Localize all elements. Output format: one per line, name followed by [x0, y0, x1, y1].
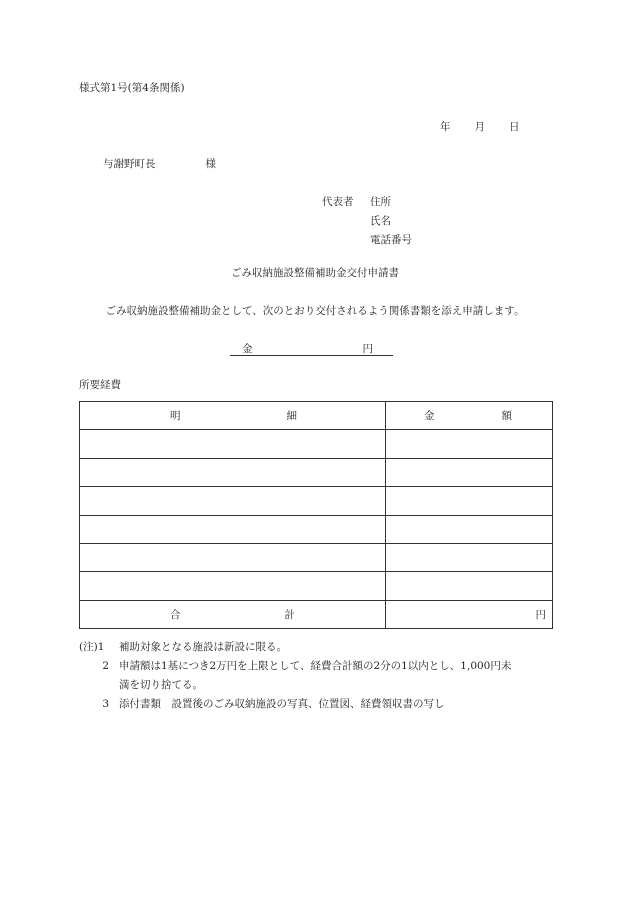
expense-table — [79, 401, 553, 629]
detail-header-char1: 明 — [170, 410, 181, 423]
total-amount-cell[interactable] — [386, 600, 553, 628]
table-row — [80, 487, 553, 515]
note-item — [79, 695, 445, 714]
note-text-1: 補助対象となる施設は新設に限る。 — [119, 641, 287, 653]
amount-line — [230, 341, 393, 356]
total-label-char2: 計 — [284, 608, 295, 621]
note-num-2: 2 — [102, 660, 109, 672]
table-header-row — [80, 402, 553, 430]
note-text-2: 申請額は1基につき2万円を上限として、経費合計額の2分の1以内とし、1,000円未 — [119, 660, 512, 672]
note-item — [79, 638, 287, 657]
applicant-role: 代表者 — [322, 196, 354, 208]
addressee — [103, 156, 216, 171]
amount-cell[interactable] — [386, 430, 553, 458]
note-item-cont — [79, 676, 203, 695]
note-item — [79, 657, 512, 676]
table-row — [80, 543, 553, 571]
amount-cell[interactable] — [386, 458, 553, 486]
note-prefix: (注)1 — [79, 641, 105, 653]
date-day: 日 — [509, 121, 520, 133]
detail-cell[interactable] — [80, 430, 386, 458]
amount-header-char2: 額 — [501, 410, 512, 423]
amount-header-char1: 金 — [424, 410, 435, 423]
note-text-2-cont: 満を切り捨てる。 — [119, 679, 203, 691]
date-month: 月 — [474, 121, 485, 133]
table-row — [80, 430, 553, 458]
amount-cell[interactable] — [386, 572, 553, 600]
amount-label: 金 — [242, 343, 253, 355]
form-number: 様式第1号(第4条関係) — [79, 82, 185, 94]
amount-cell[interactable] — [386, 543, 553, 571]
document-title: ごみ収納施設整備補助金交付申請書 — [231, 267, 399, 279]
detail-cell[interactable] — [80, 487, 386, 515]
request-text: ごみ収納施設整備補助金として、次のとおり交付されるよう関係書類を添え申請します。 — [105, 305, 525, 317]
detail-cell[interactable] — [80, 543, 386, 571]
applicant-name-label: 氏名 — [370, 215, 391, 227]
detail-cell[interactable] — [80, 515, 386, 543]
table-row — [80, 458, 553, 486]
amount-cell[interactable] — [386, 487, 553, 515]
amount-unit: 円 — [362, 343, 373, 355]
detail-cell[interactable] — [80, 572, 386, 600]
amount-cell[interactable] — [386, 515, 553, 543]
total-unit: 円 — [535, 608, 546, 621]
notes — [79, 638, 512, 714]
date-year: 年 — [440, 121, 451, 133]
total-label-char1: 合 — [170, 608, 181, 621]
detail-header-char2: 細 — [286, 410, 297, 423]
applicant-address-label: 住所 — [370, 196, 391, 208]
detail-cell[interactable] — [80, 458, 386, 486]
table-row — [80, 515, 553, 543]
note-num-3: 3 — [102, 698, 109, 710]
total-label-cell — [80, 600, 386, 628]
table-row — [80, 572, 553, 600]
applicant-block — [322, 193, 412, 250]
expense-section-label: 所要経費 — [79, 379, 121, 391]
date-line — [440, 119, 520, 134]
applicant-phone-label: 電話番号 — [370, 234, 412, 246]
detail-header — [80, 402, 386, 430]
note-text-3: 添付書類 設置後のごみ収納施設の写真、位置図、経費領収書の写し — [119, 698, 445, 710]
addressee-honorific: 様 — [205, 158, 216, 170]
total-row — [80, 600, 553, 628]
addressee-name: 与謝野町長 — [103, 158, 156, 170]
amount-header — [386, 402, 553, 430]
